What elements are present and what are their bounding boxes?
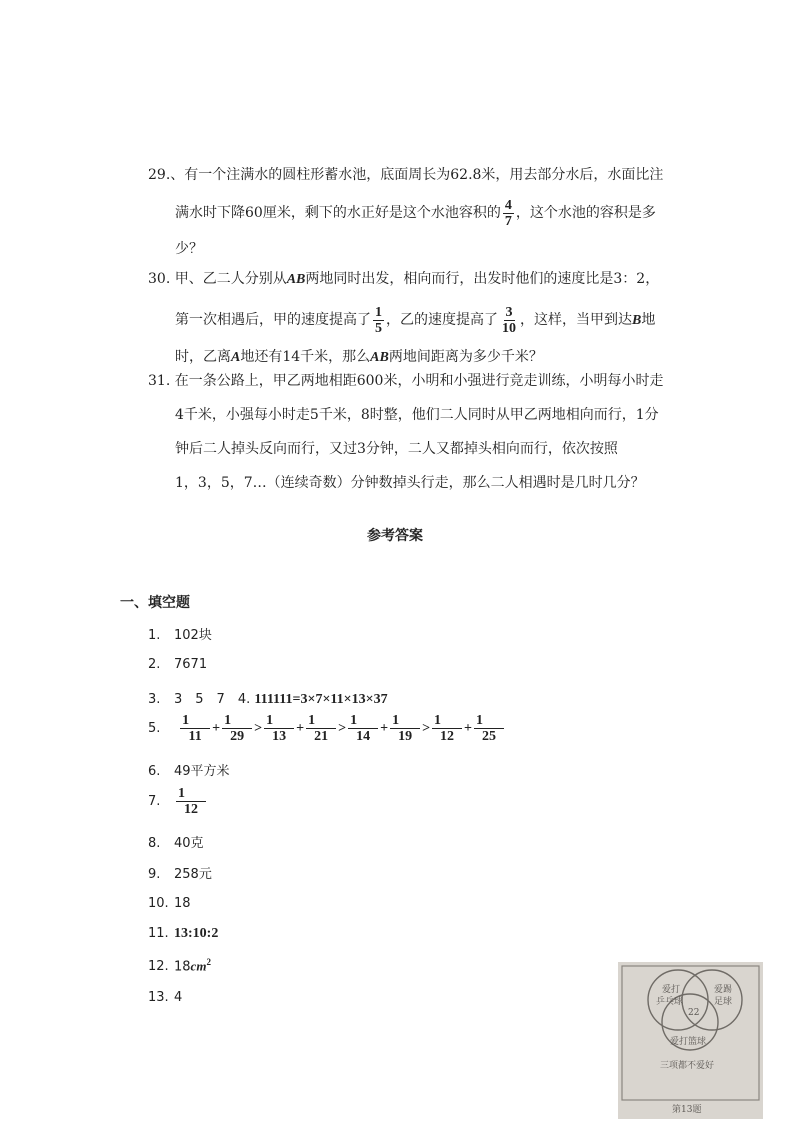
question-text: 少？ [175, 241, 203, 257]
answer-8: 8. 40克 [148, 836, 204, 851]
answer-3-4: 3. 3 5 7 4. 111111=3×7×11×13×37 [148, 692, 388, 707]
fraction: $\frac{4}{7}$ [504, 197, 512, 229]
answer-12: 12. $18cm^2$ [148, 957, 211, 975]
venn-caption: 第13题 [672, 1105, 702, 1115]
answer-1: 1. 102块 [148, 628, 212, 643]
venn-set3-label: 爱打篮球 [670, 1037, 707, 1047]
section-title: 一、填空题 [120, 595, 190, 611]
fraction: $\frac{1}{19}$ [390, 713, 420, 744]
venn-circle-football [682, 970, 742, 1030]
fraction: $\frac{1}{13}$ [264, 713, 294, 744]
fraction: $\frac{1}{12}$ [176, 786, 206, 817]
fraction: $\frac{1}{21}$ [306, 713, 336, 744]
question-text: 在一条公路上，甲乙两地相距600米，小明和小强进行竞走训练，小明每小时走 [174, 373, 664, 389]
fraction: $\frac{1}{29}$ [222, 713, 252, 744]
answer-11: 11. 13:10:2 [148, 926, 219, 941]
question-text: 两地同时出发，相向而行，出发时他们的速度比是3：2， [305, 271, 660, 287]
question-29 [148, 158, 708, 266]
fraction: $\frac{1}{5}$ [375, 304, 382, 336]
question-text: ，乙的速度提高了 [386, 312, 498, 328]
question-text: 地还有14千米，那么 [240, 349, 371, 365]
fraction: $\frac{1}{11}$ [180, 713, 210, 744]
answer-13: 13. 4 [148, 990, 183, 1005]
question-text: 1，3，5，7…（连续奇数）分钟数掉头行走，那么二人相遇时是几时几分？ [175, 475, 645, 491]
question-number: 30. [148, 271, 171, 287]
answer-2: 2. 7671 [148, 657, 208, 672]
question-text: 4千米，小强每小时走5千米，8时整，他们二人同时从甲乙两地相向而行，1分 [175, 407, 659, 423]
place-label: AB [370, 350, 389, 365]
fraction: $\frac{1}{12}$ [432, 713, 462, 744]
venn-center-value: 22 [688, 1008, 700, 1018]
question-31 [148, 364, 708, 500]
question-30 [148, 262, 708, 375]
question-text: ，这样，当甲到达 [520, 312, 632, 328]
place-label: A [231, 350, 241, 365]
venn-diagram-drawing [618, 962, 763, 1119]
question-text: ，这个水池的容积是多 [515, 205, 656, 221]
venn-set1-label-line2: 乒乓球 [656, 997, 684, 1007]
fraction: $\frac{1}{14}$ [348, 713, 378, 744]
answer-9: 9. 258元 [148, 867, 212, 882]
venn-set2-label-line1: 爱踢 [714, 985, 733, 995]
fraction: $\frac{1}{25}$ [474, 713, 504, 744]
place-label: AB [286, 272, 306, 287]
question-text: 第一次相遇后，甲的速度提高了 [175, 312, 371, 328]
question-number: 29. [148, 167, 171, 183]
question-text: 地 [641, 312, 656, 328]
question-number: 31. [148, 373, 171, 389]
answers-title: 参考答案 [367, 528, 423, 544]
question-text: 、有一个注满水的圆柱形蓄水池，底面周长为62.8米，用去部分水后，水面比注 [170, 167, 664, 183]
fraction: $\frac{3}{10}$ [502, 304, 516, 336]
question-text: 甲、乙二人分别从 [174, 271, 287, 287]
answer-6: 6. 49平方米 [148, 764, 230, 779]
venn-outside-label: 三项都不爱好 [660, 1061, 715, 1071]
question-text: 钟后二人掉头反向而行，又过3分钟，二人又都掉头相向而行，依次按照 [175, 441, 618, 457]
question-text: 满水时下降60厘米，剩下的水正好是这个水池容积的 [175, 205, 501, 221]
answer-5: 5. $\frac{1}{11}$ + $\frac{1}{29}$ > $\frac{1}{13}$ + $\frac{1}{21}$ > $\frac{1}{14}$ + $\frac{1}{19}$ > $\frac{1}{12}$ + $\frac{1}{25}$ [148, 713, 506, 744]
venn-diagram [618, 962, 763, 1119]
place-label: B [632, 313, 642, 328]
answer-10: 10. 18 [148, 896, 191, 911]
question-text: 时，乙离 [175, 349, 231, 365]
answer-7: 7. $\frac{1}{12}$ [148, 786, 208, 817]
question-text: 两地间距离为多少千米？ [388, 349, 543, 365]
venn-set1-label-line1: 爱打 [662, 985, 681, 995]
venn-set2-label-line2: 足球 [714, 997, 733, 1007]
